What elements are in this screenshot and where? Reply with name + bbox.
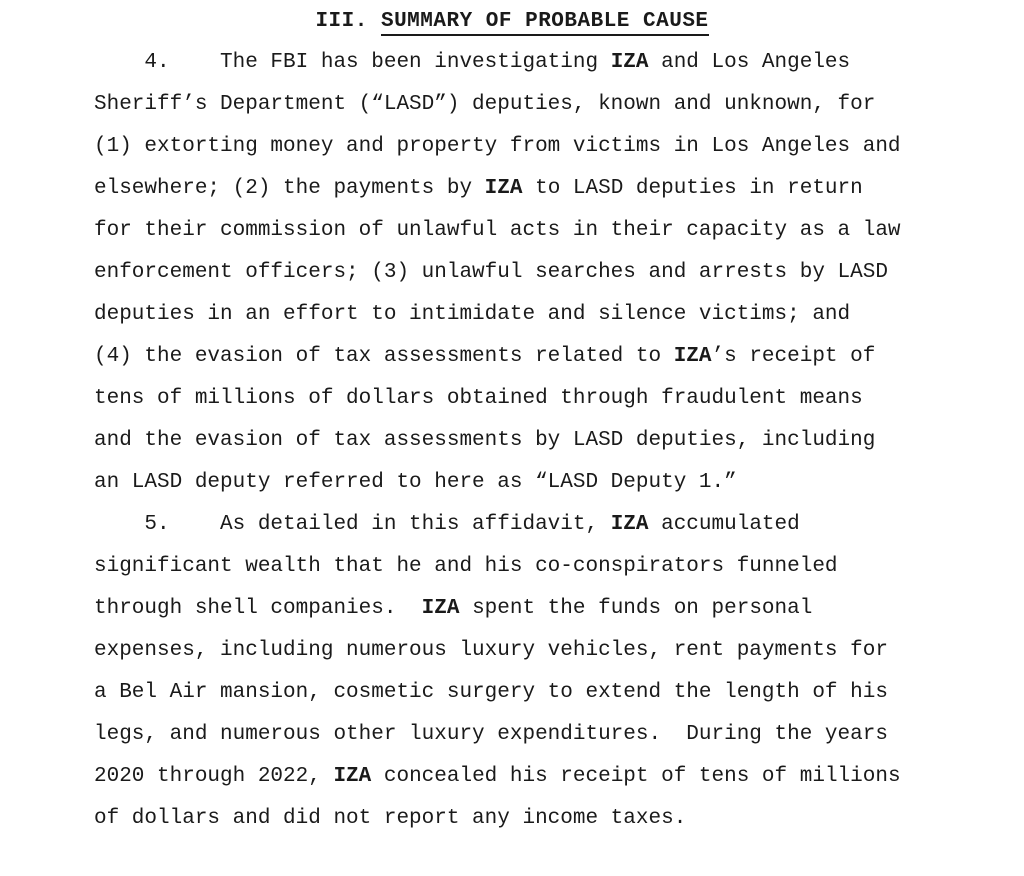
document-line [94,588,1004,630]
text-segment: 2020 through 2022, [94,765,334,788]
document-line [94,462,1004,504]
bold-text: IZA [610,51,649,74]
text-segment: (1) extorting money and property from victims in Los Angeles and [94,135,901,158]
text-segment: and the evasion of tax assessments by LASD deputies, including [94,429,876,452]
document-line [94,42,1004,84]
text-segment: an LASD deputy referred to here as “LASD Deputy 1.” [94,471,737,494]
document-line [94,210,1004,252]
bold-text: IZA [610,513,649,536]
text-segment: for their commission of unlawful acts in their capacity as a law [94,219,901,242]
text-segment: 5. As detailed in this affidavit, [94,513,611,536]
text-segment: spent the funds on personal [459,597,813,620]
document-line [94,84,1004,126]
text-segment: elsewhere; (2) the payments by [94,177,485,200]
document-line [94,420,1004,462]
document-line [94,126,1004,168]
document-line [94,504,1004,546]
text-segment: (4) the evasion of tax assessments related to [94,345,674,368]
bold-text: IZA [673,345,712,368]
document-line [94,630,1004,672]
document-line [94,378,1004,420]
section-heading-number: III. [315,10,381,33]
document-body [0,36,1024,840]
text-segment: concealed his receipt of tens of millions [371,765,901,788]
document-line [94,336,1004,378]
text-segment: Sheriff’s Department (“LASD”) deputies, known and unknown, for [94,93,876,116]
text-segment: 4. The FBI has been investigating [94,51,611,74]
bold-text: IZA [333,765,372,788]
document-line [94,294,1004,336]
text-segment: legs, and numerous other luxury expenditures. During the years [94,723,888,746]
text-segment: a Bel Air mansion, cosmetic surgery to extend the length of his [94,681,888,704]
text-segment: enforcement officers; (3) unlawful searches and arrests by LASD [94,261,888,284]
paragraph-4 [94,42,1004,504]
text-segment: and Los Angeles [648,51,851,74]
document-line [94,252,1004,294]
document-line [94,756,1004,798]
bold-text: IZA [421,597,460,620]
text-segment: of dollars and did not report any income taxes. [94,807,687,830]
text-segment: significant wealth that he and his co-conspirators funneled [94,555,838,578]
document-line [94,168,1004,210]
document-line [94,798,1004,840]
section-heading [0,0,1024,36]
bold-text: IZA [484,177,523,200]
text-segment: deputies in an effort to intimidate and silence victims; and [94,303,851,326]
document-line [94,546,1004,588]
text-segment: expenses, including numerous luxury vehicles, rent payments for [94,639,888,662]
paragraph-5 [94,504,1004,840]
section-heading-title: SUMMARY OF PROBABLE CAUSE [381,10,709,36]
text-segment: through shell companies. [94,597,422,620]
text-segment: ’s receipt of [711,345,876,368]
document-line [94,714,1004,756]
document-line [94,672,1004,714]
text-segment: tens of millions of dollars obtained through fraudulent means [94,387,863,410]
text-segment: accumulated [648,513,800,536]
text-segment: to LASD deputies in return [522,177,863,200]
